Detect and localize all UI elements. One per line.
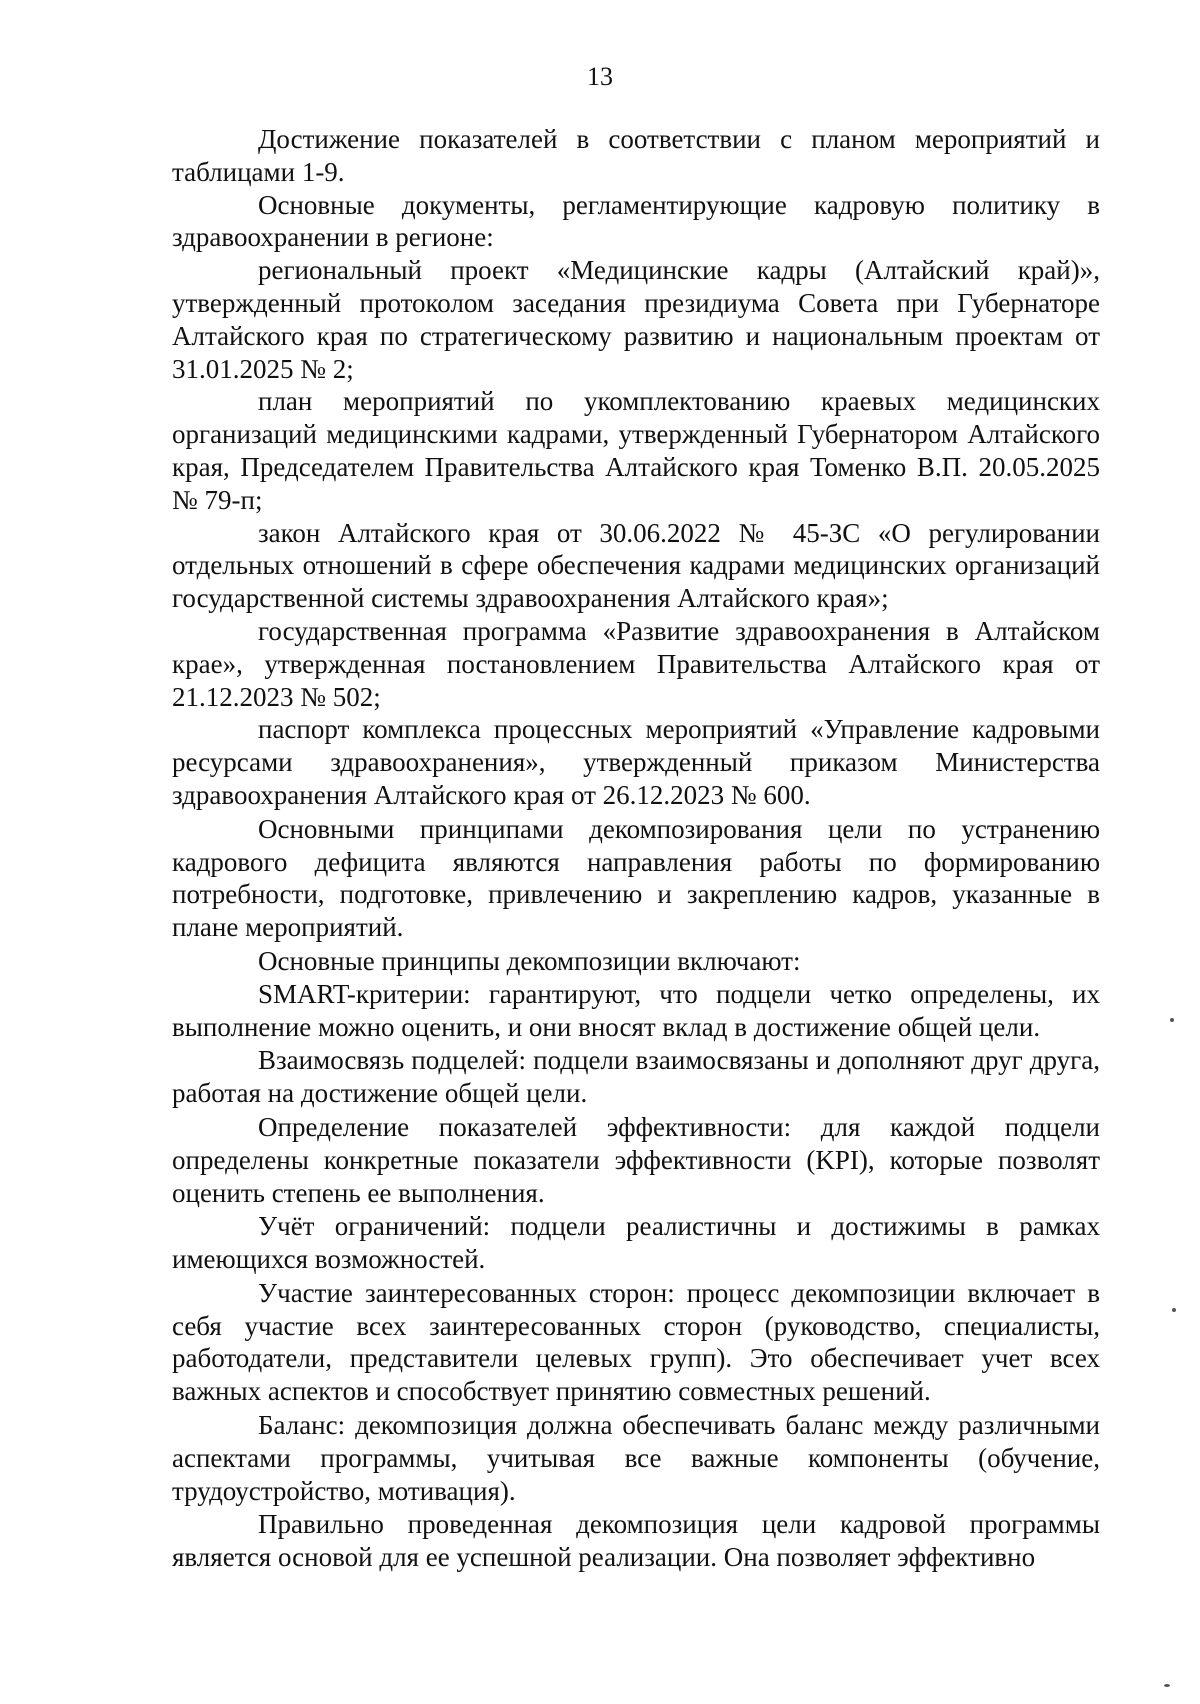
page-number: 13: [587, 62, 613, 91]
paragraph-smart-criteria: SMART-критерии: гарантируют, что подцели четко определены, их выполнение можно оценить, и они вносят вклад в достижение общей цели.: [172, 978, 1100, 1042]
paragraph-indicators: Достижение показателей в соответствии с планом мероприятий и таблицами 1-9.: [172, 124, 1100, 187]
body-text: [172, 123, 1100, 1574]
paragraph-state-program: государственная программа «Развитие здравоохранения в Алтайском крае», утвержденная постановлением Правительства Алтайского края от 21.12.2023 № 502;: [172, 615, 1100, 712]
paragraph-principles-intro: Основные принципы декомпозиции включают:: [258, 945, 801, 976]
paragraph-subgoal-linkage: Взаимосвязь подцелей: подцели взаимосвязаны и дополняют друг друга, работая на достижение общей цели.: [172, 1045, 1100, 1109]
scan-speck: [1172, 1308, 1176, 1312]
paragraph-regional-law: закон Алтайского края от 30.06.2022 № 45-ЗС «О регулировании отдельных отношений в сфере обеспечения кадрами медицинских организаций государственной системы здравоохранения Алтайского края»;: [172, 517, 1100, 614]
paragraph-decomposition-principles: Основными принципами декомпозирования цели по устранению кадрового дефицита являются направления работы по формированию потребности, подготовке, привлечению и закреплению кадров, указанные в плане мероприятий.: [172, 813, 1100, 943]
paragraph-balance: Баланс: декомпозиция должна обеспечивать баланс между различными аспектами программы, учитывая все важные компоненты (обучение, трудоустройство, мотивация).: [172, 1410, 1100, 1506]
paragraph-conclusion: Правильно проведенная декомпозиция цели кадровой программы является основой для ее успешной реализации. Она позволяет эффективно: [172, 1509, 1100, 1573]
paragraph-documents-intro: Основные документы, регламентирующие кадровую политику в здравоохранении в регионе:: [172, 189, 1100, 253]
scan-speck: [1170, 1018, 1174, 1022]
paragraph-stakeholders: Участие заинтересованных сторон: процесс декомпозиции включает в себя участие всех заинтересованных сторон (руководство, специалисты, работодатели, представители целевых групп). Это обеспечивает учет всех важных аспектов и способствует принятию совместных решений.: [172, 1277, 1100, 1407]
paragraph-kpi: Определение показателей эффективности: для каждой подцели определены конкретные показатели эффективности (KPI), которые позволят оценить степень ее выполнения.: [172, 1111, 1100, 1208]
paragraph-staffing-plan: план мероприятий по укомплектованию краевых медицинских организаций медицинскими кадрами, утвержденный Губернатором Алтайского края, Председателем Правительства Алтайского края Томенко В.П. 20.05.2025 № 79-п;: [172, 386, 1100, 515]
paragraph-process-passport: паспорт комплекса процессных мероприятий «Управление кадровыми ресурсами здравоохранения», утвержденный приказом Министерства здравоохранения Алтайского края от 26.12.2023 № 600.: [172, 714, 1100, 810]
paragraph-regional-project: региональный проект «Медицинские кадры (Алтайский край)», утвержденный протоколом заседания президиума Совета при Губернаторе Алтайского края по стратегическому развитию и национальным проектам от 31.01.2025 № 2;: [172, 255, 1100, 384]
scan-speck: [1164, 1684, 1170, 1687]
paragraph-constraints: Учёт ограничений: подцели реалистичны и достижимы в рамках имеющихся возможностей.: [172, 1211, 1100, 1275]
